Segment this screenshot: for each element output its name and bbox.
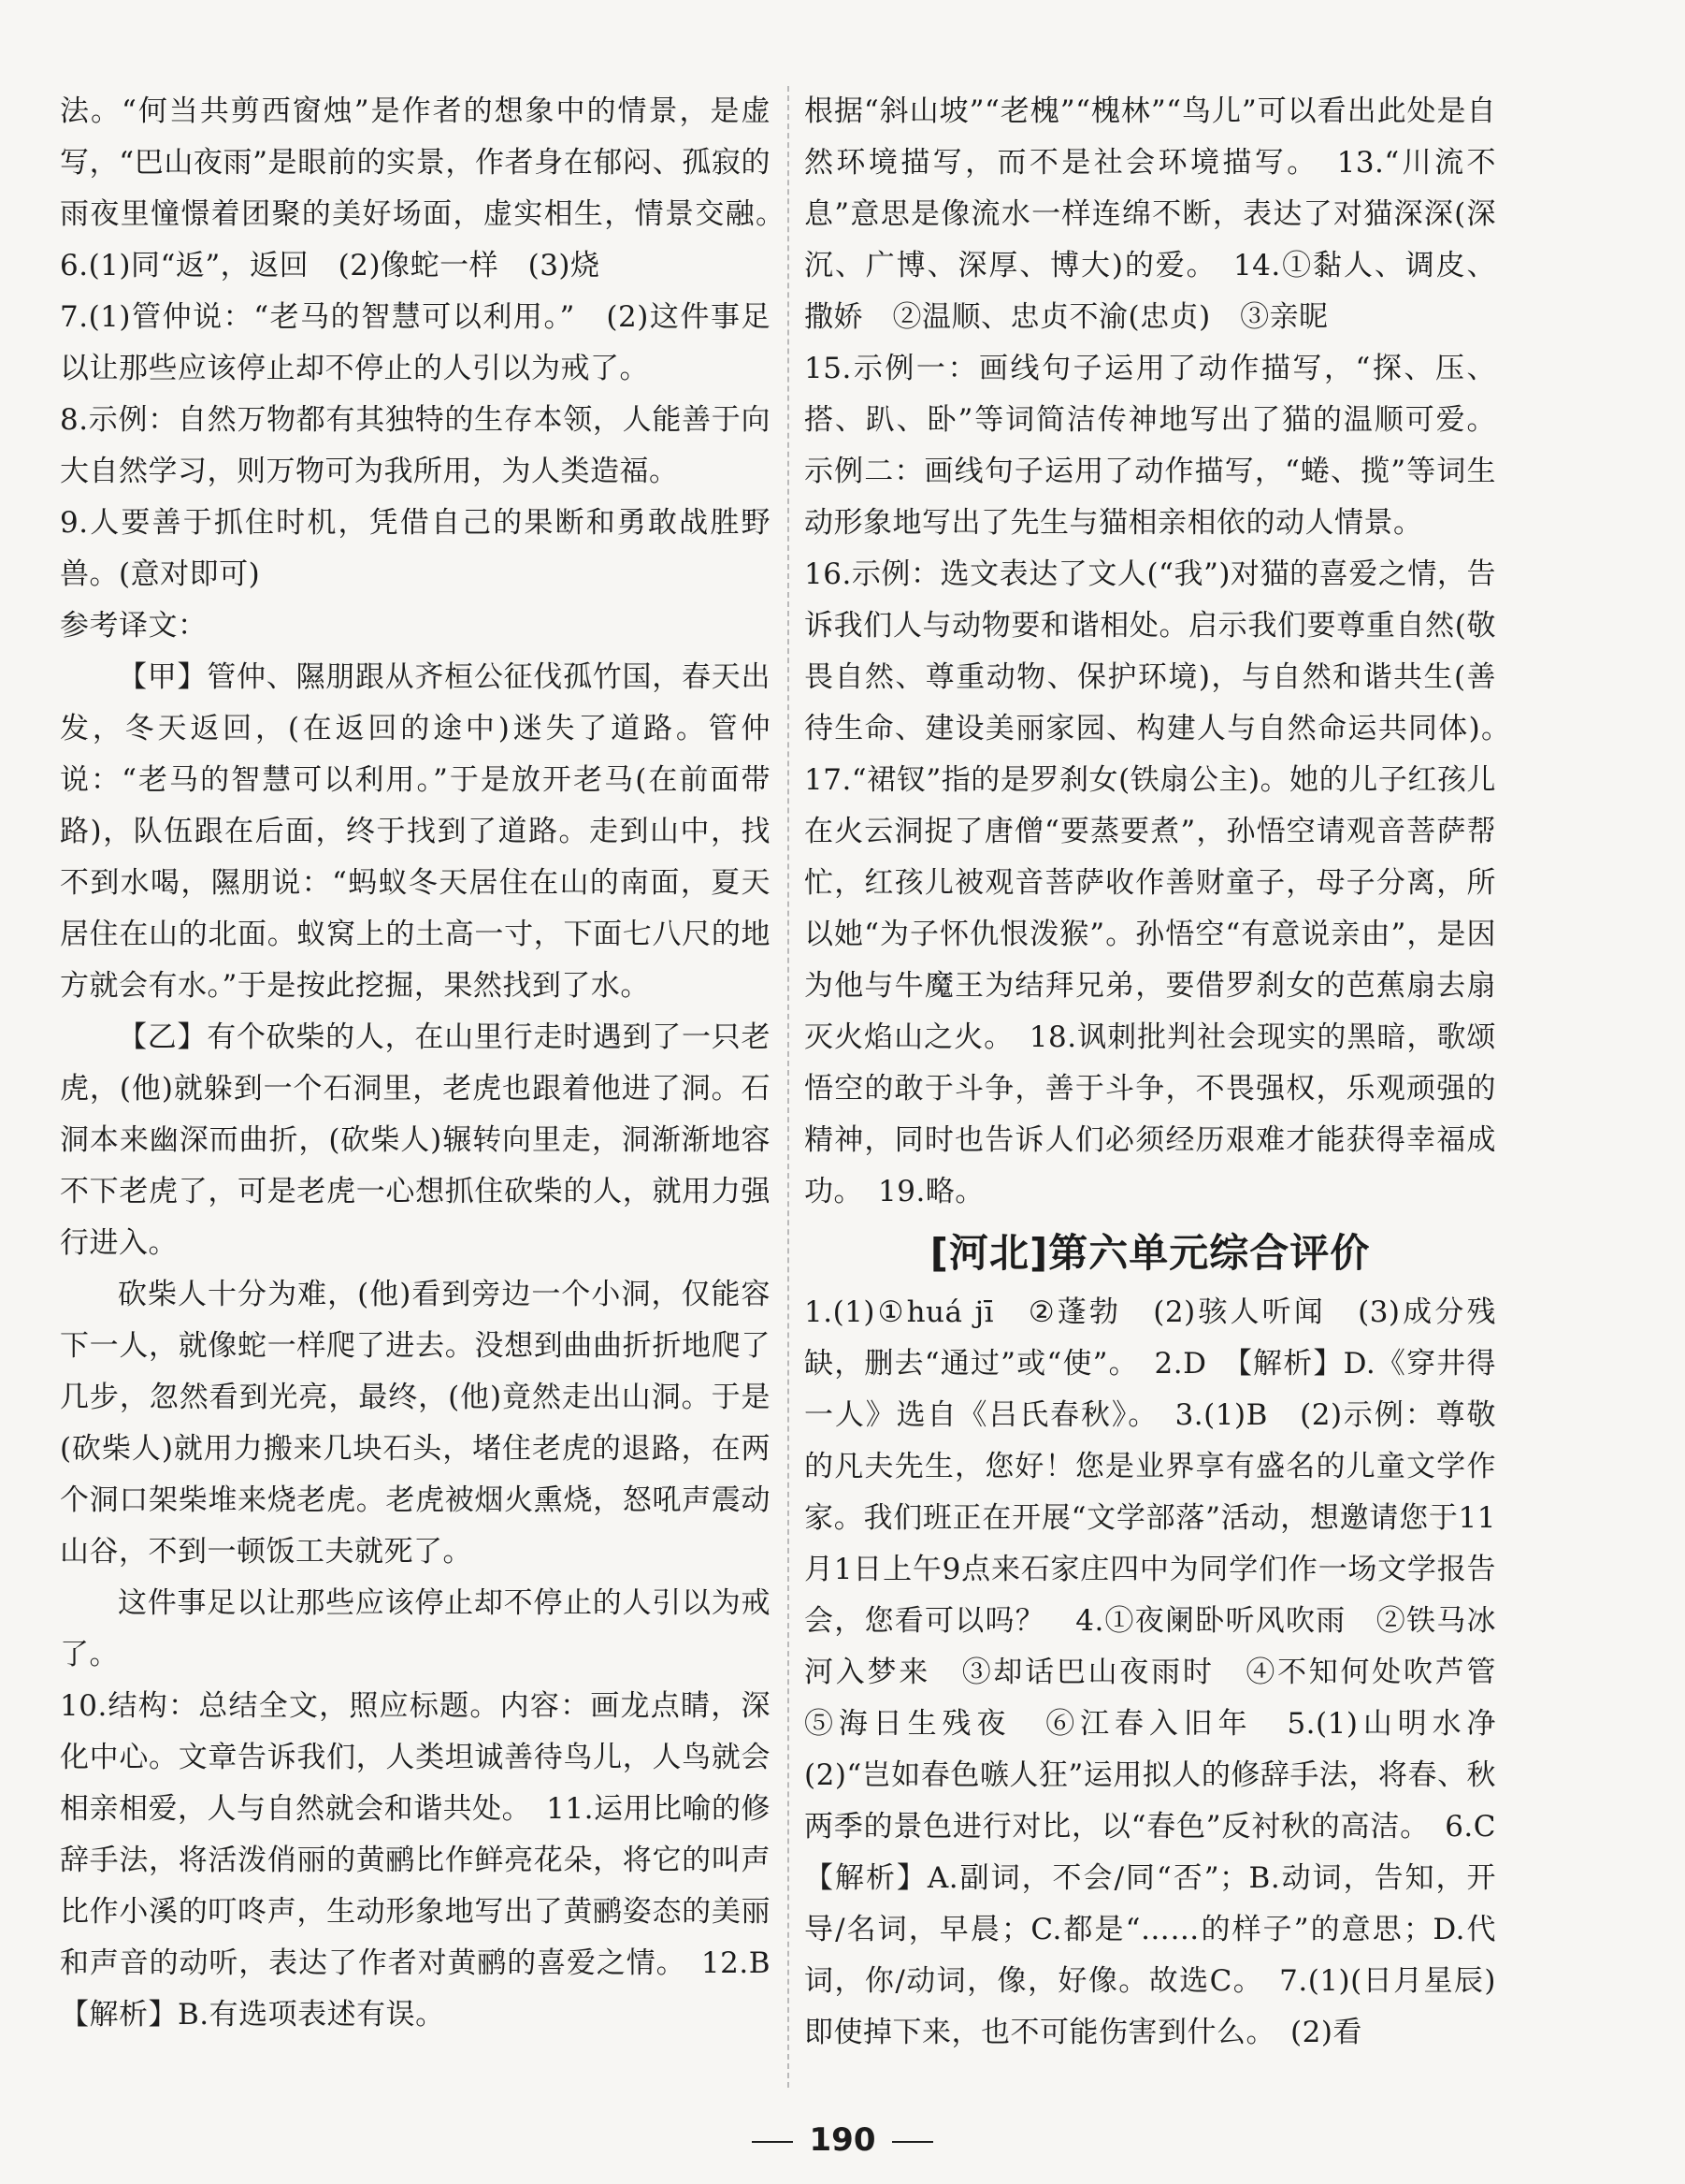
column-divider	[787, 86, 789, 2088]
answer-paragraph: 法。“何当共剪西窗烛”是作者的想象中的情景，是虚写，“巴山夜雨”是眼前的实景，作者身在郁闷、孤寂的雨夜里憧憬着团聚的美好场面，虚实相生，情景交融。 6.(1)同“返”，返回 (2)像蛇一样 (3)烧	[60, 94, 800, 282]
left-column	[60, 86, 800, 2041]
page-number-footer	[0, 2121, 1685, 2159]
answer-paragraph: 10.结构：总结全文，照应标题。内容：画龙点睛，深化中心。文章告诉我们，人类坦诚善待鸟儿，人鸟就会相亲相爱，人与自然就会和谐共处。 11.运用比喻的修辞手法，将活泼俏丽的黄鹂比作鲜亮花朵，将它的叫声比作小溪的叮咚声，生动形象地写出了黄鹂姿态的美丽和声音的动听，表达了作者对黄鹂的喜爱之情。 12.B 【解析】B.有选项表述有误。	[60, 1689, 800, 2032]
answer-paragraph: 15.示例一：画线句子运用了动作描写，“探、压、搭、趴、卧”等词简洁传神地写出了猫的温顺可爱。示例二：画线句子运用了动作描写，“蜷、揽”等词生动形象地写出了先生与猫相亲相依的动人情景。	[804, 352, 1496, 540]
answer-paragraph: 16.示例：选文表达了文人(“我”)对猫的喜爱之情，告诉我们人与动物要和谐相处。启示我们要尊重自然(敬畏自然、尊重动物、保护环境)，与自然和谐共生(善待生命、建设美丽家园、构建人与自然命运共同体)。 17.“裙钗”指的是罗刹女(铁扇公主)。她的儿子红孩儿在火云洞捉了唐僧“要蒸要煮”，孙悟空请观音菩萨帮忙，红孩儿被观音菩萨收作善财童子，母子分离，所以她“为子怀仇恨泼猴”。孙悟空“有意说亲由”，是因为他与牛魔王为结拜兄弟，要借罗刹女的芭蕉扇去扇灭火焰山之火。 18.讽刺批判社会现实的黑暗，歌颂悟空的敢于斗争，善于斗争，不畏强权，乐观顽强的精神，同时也告诉人们必须经历艰难才能获得幸福成功。 19.略。	[804, 557, 1526, 1208]
answer-paragraph: 砍柴人十分为难，(他)看到旁边一个小洞，仅能容下一人，就像蛇一样爬了进去。没想到曲曲折折地爬了几步，忽然看到光亮，最终，(他)竟然走出山洞。于是(砍柴人)就用力搬来几块石头，堵住老虎的退路，在两个洞口架柴堆来烧老虎。老虎被烟火熏烧，怒吼声震动山谷，不到一顿饭工夫就死了。	[60, 1278, 770, 1569]
answer-paragraph: 【甲】管仲、隰朋跟从齐桓公征伐孤竹国，春天出发，冬天返回，(在返回的途中)迷失了道路。管仲说：“老马的智慧可以利用。”于是放开老马(在前面带路)，队伍跟在后面，终于找到了道路。走到山中，找不到水喝，隰朋说：“蚂蚁冬天居住在山的南面，夏天居住在山的北面。蚁窝上的土高一寸，下面七八尺的地方就会有水。”于是按此挖掘，果然找到了水。	[60, 660, 770, 1003]
answer-paragraph: 7.(1)管仲说：“老马的智慧可以利用。” (2)这件事足以让那些应该停止却不停止的人引以为戒了。	[60, 300, 770, 385]
left-dash	[752, 2141, 793, 2143]
answer-paragraph: 根据“斜山坡”“老槐”“槐林”“鸟儿”可以看出此处是自然环境描写，而不是社会环境描写。 13.“川流不息”意思是像流水一样连绵不断，表达了对猫深深(深沉、广博、深厚、博大)的爱。 14.①黏人、调皮、撒娇 ②温顺、忠贞不渝(忠贞) ③亲昵	[804, 94, 1496, 334]
section-title: [河北]第六单元综合评价	[929, 1230, 1371, 1276]
right-dash	[892, 2141, 933, 2143]
right-column-bottom-answers	[804, 1287, 1526, 2059]
right-column-top-answers	[804, 86, 1526, 1218]
answer-paragraph: 【乙】有个砍柴的人，在山里行走时遇到了一只老虎，(他)就躲到一个石洞里，老虎也跟着他进了洞。石洞本来幽深而曲折，(砍柴人)辗转向里走，洞渐渐地容不下老虎了，可是老虎一心想抓住砍柴的人，就用力强行进入。	[60, 1020, 770, 1260]
answer-paragraph: 这件事足以让那些应该停止却不停止的人引以为戒了。	[60, 1586, 770, 1671]
page-number: 190	[809, 2121, 876, 2159]
answer-paragraph: 9.人要善于抓住时机，凭借自己的果断和勇敢战胜野兽。(意对即可)	[60, 506, 770, 591]
answer-paragraph: 1.(1)①huá jī ②蓬勃 (2)骇人听闻 (3)成分残缺，删去“通过”或“使”。 2.D 【解析】D.《穿井得一人》选自《吕氏春秋》。 3.(1)B (2)示例：尊敬的凡夫先生，您好！您是业界享有盛名的儿童文学作家。我们班正在开展“文学部落”活动，想邀请您于11月1日上午9点来石家庄四中为同学们作一场文学报告会，您看可以吗？ 4.①夜阑卧听风吹雨 ②铁马冰河入梦来 ③却话巴山夜雨时 ④不知何处吹芦管 ⑤海日生残夜 ⑥江春入旧年 5.(1)山明水净 (2)“岂如春色嗾人狂”运用拟人的修辞手法，将春、秋两季的景色进行对比，以“春色”反衬秋的高洁。 6.C 【解析】A.副词，不会/同“否”；B.动词，告知，开导/名词，早晨；C.都是“……的样子”的意思；D.代词，你/动词，像，好像。故选C。 7.(1)(日月星辰)即使掉下来，也不可能伤害到什么。 (2)看	[804, 1295, 1526, 2049]
right-column	[804, 86, 1526, 2059]
answer-paragraph: 8.示例：自然万物都有其独特的生存本领，人能善于向大自然学习，则万物可为我所用，为人类造福。	[60, 403, 770, 488]
answer-paragraph: 参考译文：	[60, 609, 208, 643]
